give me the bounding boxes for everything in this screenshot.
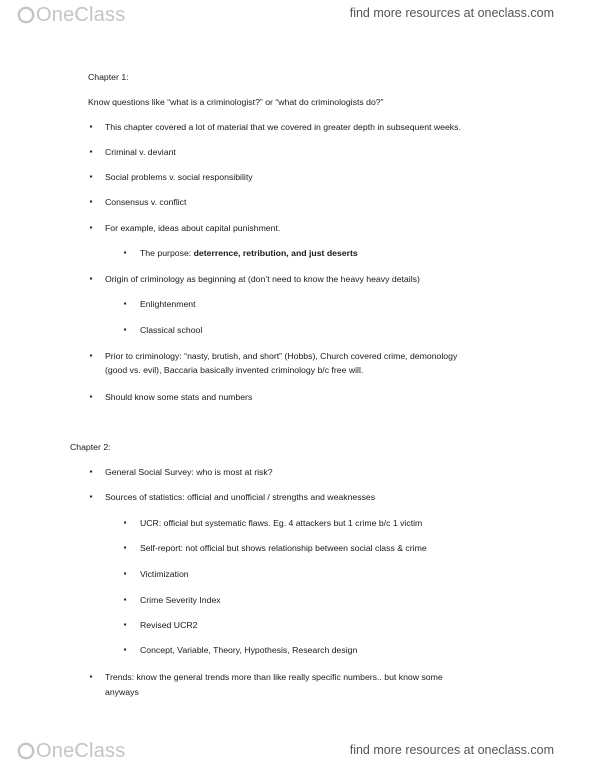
purpose-bold: deterrence, retribution, and just deserts (193, 248, 358, 258)
find-resources-link-bottom[interactable]: find more resources at oneclass.com (349, 743, 554, 757)
chapter1-intro: Know questions like “what is a criminologist?” or “what do criminologists do?” (88, 97, 384, 107)
chapter2-item-continued: anyways (105, 687, 139, 697)
chapter2-item: Sources of statistics: official and unofficial / strengths and weaknesses (105, 492, 376, 502)
oneclass-logo-bottom[interactable] (17, 738, 125, 764)
bullet-icon: ▪ (89, 351, 93, 360)
sub-bullet-icon: ▪ (123, 543, 127, 552)
bullet-icon: ▪ (89, 492, 93, 501)
bullet-icon: ▪ (89, 197, 93, 206)
bullet-icon: ▪ (89, 223, 93, 232)
sub-bullet-icon: ▪ (123, 325, 127, 334)
sources-subitem: Revised UCR2 (140, 620, 198, 630)
chapter2-heading: Chapter 2: (70, 442, 111, 452)
sub-bullet-icon: ▪ (123, 299, 127, 308)
sub-bullet-icon: ▪ (123, 248, 127, 257)
sub-bullet-icon: ▪ (123, 645, 127, 654)
sub-bullet-icon: ▪ (123, 620, 127, 629)
brand-name: OneClass (36, 740, 126, 762)
oneclass-logo-top[interactable] (17, 2, 125, 28)
bullet-icon: ▪ (89, 122, 93, 131)
purpose-prefix: The purpose: (140, 248, 194, 258)
bullet-icon: ▪ (89, 274, 93, 283)
chapter2-item: General Social Survey: who is most at risk? (105, 467, 273, 477)
bullet-icon: ▪ (89, 147, 93, 156)
chapter2-item: Trends: know the general trends more than like really specific numbers.. but know some (105, 672, 443, 682)
chapter1-item: Criminal v. deviant (105, 147, 176, 157)
sources-subitem: UCR: official but systematic flaws. Eg. 4 attackers but 1 crime b/c 1 victim (140, 518, 423, 528)
bullet-icon: ▪ (89, 672, 93, 681)
chapter1-item-continued: (good vs. evil), Baccaria basically invented criminology b/c free will. (105, 365, 364, 375)
sources-subitem: Crime Severity Index (140, 595, 221, 605)
sources-subitem: Self-report: not official but shows relationship between social class & crime (140, 543, 427, 553)
chapter1-item: Social problems v. social responsibility (105, 172, 253, 182)
sub-bullet-icon: ▪ (123, 518, 127, 527)
origin-subitem: Enlightenment (140, 299, 196, 309)
chapter1-item: Should know some stats and numbers (105, 392, 253, 402)
chapter1-heading: Chapter 1: (88, 72, 129, 82)
sources-subitem: Concept, Variable, Theory, Hypothesis, Research design (140, 645, 358, 655)
chapter1-item: Consensus v. conflict (105, 197, 187, 207)
chapter1-item: For example, ideas about capital punishment. (105, 223, 281, 233)
find-resources-link-top[interactable]: find more resources at oneclass.com (349, 6, 554, 20)
bullet-icon: ▪ (89, 392, 93, 401)
sub-bullet-icon: ▪ (123, 595, 127, 604)
chapter1-item: Prior to criminology: “nasty, brutish, and short” (Hobbs), Church covered crime, demonology (105, 351, 458, 361)
sub-bullet-icon: ▪ (123, 569, 127, 578)
oneclass-logo-icon (17, 742, 35, 760)
bullet-icon: ▪ (89, 172, 93, 181)
brand-name: OneClass (36, 4, 126, 26)
chapter1-item: Origin of criminology as beginning at (don’t need to know the heavy heavy details) (105, 274, 420, 284)
oneclass-logo-icon (17, 6, 35, 24)
bullet-icon: ▪ (89, 467, 93, 476)
chapter1-item: This chapter covered a lot of material that we covered in greater depth in subsequent weeks. (105, 122, 461, 132)
origin-subitem: Classical school (140, 325, 203, 335)
sources-subitem: Victimization (140, 569, 189, 579)
purpose-subitem (140, 248, 358, 258)
